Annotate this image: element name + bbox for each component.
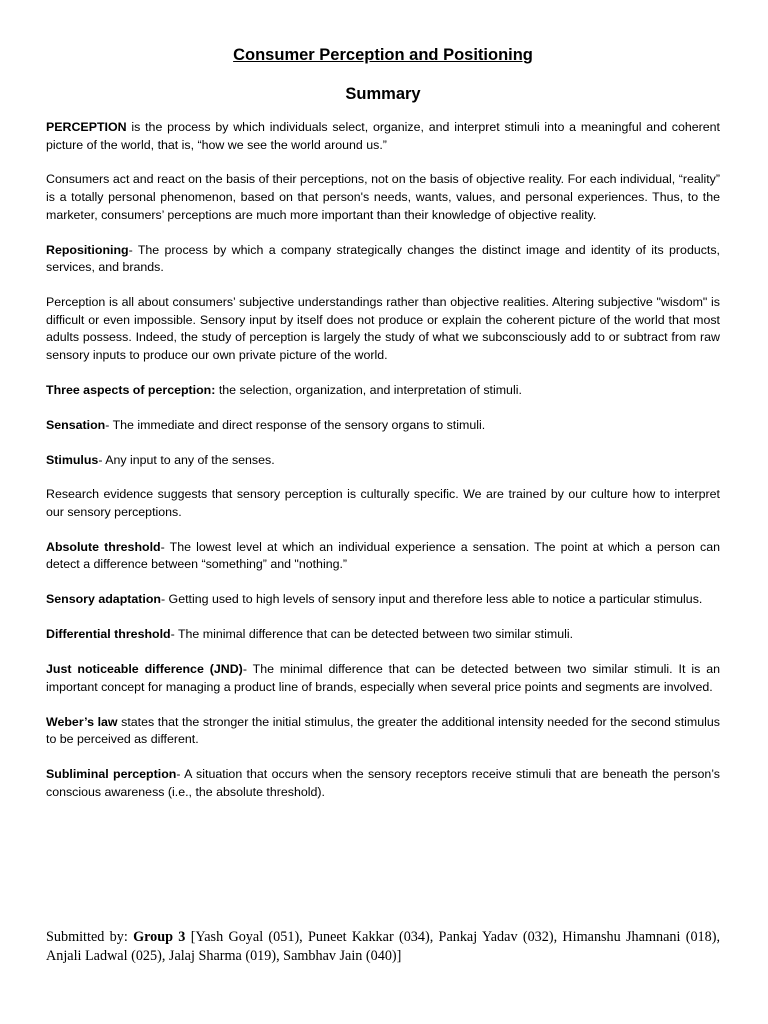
term-label: Weber’s law	[46, 714, 118, 729]
footer-group: Group 3	[133, 929, 186, 945]
paragraph-text: - The lowest level at which an individual experience a sensation. The point at which a person can detect a difference between “something” and "nothing.”	[46, 539, 720, 572]
term-label: Sensation	[46, 417, 106, 432]
paragraph-text: - The process by which a company strategically changes the distinct image and identity of its products, services, and brands.	[46, 242, 720, 275]
paragraph-three-aspects	[46, 382, 720, 400]
paragraph-sensory-adaptation	[46, 591, 720, 609]
paragraph-text: - A situation that occurs when the sensory receptors receive stimuli that are beneath the person’s conscious awareness (i.e., the absolute threshold).	[46, 767, 720, 799]
paragraph-text: the selection, organization, and interpretation of stimuli.	[215, 382, 522, 397]
term-label: Just noticeable difference (JND)	[46, 662, 243, 677]
term-label: Absolute threshold	[46, 539, 161, 554]
document-subtitle: Summary	[345, 85, 421, 103]
term-label: Differential threshold	[46, 627, 171, 642]
footer-prefix: Submitted by:	[46, 929, 134, 945]
paragraph-perception	[46, 119, 720, 154]
paragraph-subliminal	[46, 766, 720, 801]
paragraph-reality	[46, 171, 720, 224]
paragraph-sensation	[46, 417, 720, 435]
paragraph-text: states that the stronger the initial stimulus, the greater the additional intensity needed for the second stimulus to be perceived as different.	[46, 714, 720, 747]
paragraph-subjective	[46, 294, 720, 364]
term-label: Stimulus	[46, 452, 99, 467]
paragraph-repositioning	[46, 242, 720, 277]
term-label: Repositioning	[46, 242, 129, 257]
paragraph-webers-law	[46, 714, 720, 749]
paragraph-absolute-threshold	[46, 539, 720, 574]
paragraph-text: is the process by which individuals select, organize, and interpret stimuli into a meaningful and coherent picture of the world, that is, “how we see the world around us.”	[46, 120, 720, 152]
paragraph-stimulus	[46, 452, 720, 470]
paragraph-research	[46, 486, 720, 521]
footer-members: [Yash Goyal (051), Puneet Kakkar (034), Pankaj Yadav (032), Himanshu Jhamnani (018), Anjali Ladwal (025), Jalaj Sharma (019), Sambhav Jain (040)]	[46, 929, 720, 964]
document-page	[46, 44, 720, 819]
paragraph-jnd	[46, 661, 720, 696]
paragraph-text: - The minimal difference that can be detected between two similar stimuli.	[170, 627, 574, 642]
paragraph-text: - The minimal difference that can be detected between two similar stimuli. It is an important concept for managing a product line of brands, especially when several price points and segments are involved.	[46, 662, 720, 694]
submission-footer	[46, 928, 720, 965]
paragraph-text: Research evidence suggests that sensory perception is culturally specific. We are trained by our culture how to interpret our sensory perceptions.	[46, 487, 720, 519]
paragraph-text: - The immediate and direct response of the sensory organs to stimuli.	[105, 417, 486, 432]
term-label: Sensory adaptation	[46, 592, 161, 607]
paragraph-differential-threshold	[46, 626, 720, 644]
term-label: Subliminal perception	[46, 767, 177, 782]
term-label: Three aspects of perception:	[46, 382, 216, 397]
document-title: Consumer Perception and Positioning	[233, 46, 533, 64]
paragraph-text: Perception is all about consumers’ subjective understandings rather than objective realities. Altering subjective "wisdom" is difficult or even impossible. Sensory input by itself does not produce or explain the coherent picture of the world that most adults possess. Indeed, the study of perception is largely the study of what we subconsciously add to or subtract from raw sensory inputs to produce our own private picture of the world.	[46, 295, 720, 362]
term-label: PERCEPTION	[46, 120, 127, 134]
paragraph-text: - Any input to any of the senses.	[98, 452, 275, 467]
paragraph-text: - Getting used to high levels of sensory input and therefore less able to notice a particular stimulus.	[160, 592, 703, 607]
paragraph-text: Consumers act and react on the basis of their perceptions, not on the basis of objective reality. For each individual, “reality” is a totally personal phenomenon, based on that person's needs, wants, values, and personal experiences. Thus, to the marketer, consumers’ perceptions are much more important than their knowledge of objective reality.	[46, 172, 720, 222]
